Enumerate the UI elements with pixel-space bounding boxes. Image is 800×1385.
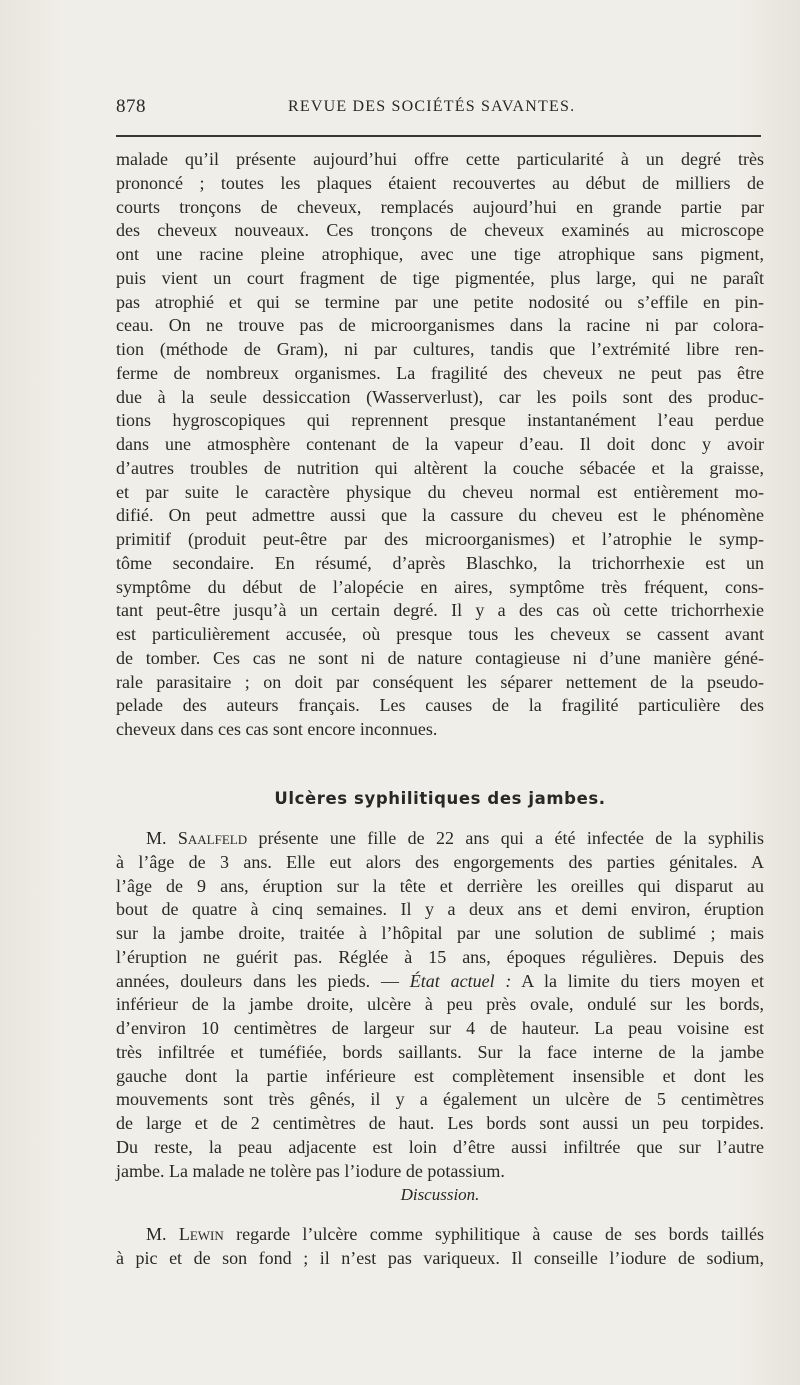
text-line (116, 970, 764, 994)
text-line: tant peut-être jusqu’à un certain degré. Il y a des cas où cette trichorrhexie (116, 600, 764, 621)
text-line: mouvements sont très gênés, il y a également un ulcère de 5 centimètres (116, 1089, 764, 1110)
text-line: ceau. On ne trouve pas de microorganismes dans la racine ni par colora- (116, 315, 764, 336)
section-3-text (116, 1223, 764, 1271)
text-line: de large et de 2 centimètres de haut. Les bords sont aussi un peu torpides. (116, 1113, 764, 1133)
text-line (116, 827, 764, 851)
text-line: de tomber. Ces cas ne sont ni de nature contagieuse ni d’une manière géné- (116, 647, 764, 668)
text-fragment: A la limite du tiers moyen et (511, 970, 765, 991)
text-line: gauche dont la partie inférieure est complètement insensible et dont les (116, 1065, 764, 1086)
text-line: Du reste, la peau adjacente est loin d’être aussi infiltrée que sur l’autre (116, 1136, 764, 1157)
text-line: et par suite le caractère physique du cheveu normal est entièrement mo- (116, 481, 764, 502)
text-line: dans une atmosphère contenant de la vapeur d’eau. Il doit donc y avoir (116, 434, 764, 454)
text-line: d’autres troubles de nutrition qui altèrent la couche sébacée et la graisse, (116, 457, 764, 478)
running-head: REVUE DES SOCIÉTÉS SAVANTES. (288, 98, 576, 115)
text-line: l’âge de 9 ans, éruption sur la tête et derrière les oreilles qui disparut au (116, 875, 764, 896)
text-fragment: regarde l’ulcère comme syphilitique à cause de ses bords taillés (223, 1224, 764, 1244)
text-line: tions hygroscopiques qui reprennent presque instantanément l’eau perdue (116, 410, 764, 431)
text-line: est particulièrement accusée, où presque tous les cheveux se cassent avant (116, 624, 764, 644)
text-line: tion (méthode de Gram), ni par cultures, tandis que l’extrémité libre ren- (116, 339, 764, 359)
text-line: primitif (produit peut-être par des microorganismes) et l’atrophie le symp- (116, 529, 764, 549)
text-line (116, 1223, 764, 1247)
text-line: courts tronçons de cheveux, remplacés aujourd’hui en grande partie par (116, 196, 764, 217)
speaker-name: M. Lewin (146, 1224, 224, 1244)
text-line: pelade des auteurs français. Les causes de la fragilité particulière des (116, 695, 764, 716)
italic-phrase: État actuel : (409, 970, 512, 991)
text-line: rale parasitaire ; on doit par conséquent les séparer nettement de la pseudo- (116, 671, 764, 692)
text-line: pas atrophié et qui se termine par une petite nodosité ou s’effile en pin- (116, 291, 764, 312)
text-fragment: présente une fille de 22 ans qui a été infectée de la syphilis (247, 828, 765, 848)
text-line: cheveux dans ces cas sont encore inconnues. (116, 719, 438, 739)
section-2-text (116, 827, 764, 1183)
text-line: inférieur de la jambe droite, ulcère à peu près ovale, ondulé sur les bords, (116, 994, 764, 1015)
text-line: tôme secondaire. En résumé, d’après Blaschko, la trichorrhexie est un (116, 552, 764, 573)
text-line: ferme de nombreux organismes. La fragilité des cheveux ne peut pas être (116, 362, 764, 383)
page-header (116, 96, 764, 124)
text-line: des cheveux nouveaux. Ces tronçons de cheveux examinés au microscope (116, 220, 764, 241)
text-line: à pic et de son fond ; il n’est pas variqueux. Il conseille l’iodure de sodium, (116, 1247, 764, 1268)
section-heading: Ulcères syphilitiques des jambes. (274, 789, 606, 808)
text-fragment: années, douleurs dans les pieds. — (116, 970, 410, 991)
text-line: difié. On peut admettre aussi que la cassure du cheveu est le phénomène (116, 505, 764, 526)
text-line: symptôme du début de l’alopécie en aires, symptôme très fréquent, cons- (116, 576, 764, 597)
page-number: 878 (116, 96, 146, 117)
text-line: d’environ 10 centimètres de largeur sur 4 de hauteur. La peau voisine est (116, 1018, 764, 1038)
speaker-name: M. Saalfeld (146, 828, 248, 848)
text-line: jambe. La malade ne tolère pas l’iodure de potassium. (116, 1160, 505, 1181)
text-line: très infiltrée et tuméfiée, bords saillants. Sur la face interne de la jambe (116, 1041, 764, 1062)
text-line: à l’âge de 3 ans. Elle eut alors des engorgements des parties génitales. A (116, 851, 764, 872)
text-line: ont une racine pleine atrophique, avec une tige atrophique sans pigment, (116, 244, 764, 264)
subsection-heading: Discussion. (400, 1185, 480, 1204)
text-line: l’éruption ne guérit pas. Réglée à 15 ans, époques régulières. Depuis des (116, 946, 764, 967)
text-line: sur la jambe droite, traitée à l’hôpital par une solution de sublimé ; mais (116, 923, 764, 943)
text-line: puis vient un court fragment de tige pigmentée, plus large, qui ne paraît (116, 267, 764, 288)
text-line: due à la seule dessiccation (Wasserverlust), car les poils sont des produc- (116, 386, 764, 407)
text-line: malade qu’il présente aujourd’hui offre cette particularité à un degré très (116, 149, 764, 169)
text-line: prononcé ; toutes les plaques étaient recouvertes au début de milliers de (116, 172, 764, 193)
section-1-text (116, 148, 764, 742)
text-line: bout de quatre à cinq semaines. Il y a deux ans et demi environ, éruption (116, 899, 764, 920)
header-rule (116, 135, 761, 137)
